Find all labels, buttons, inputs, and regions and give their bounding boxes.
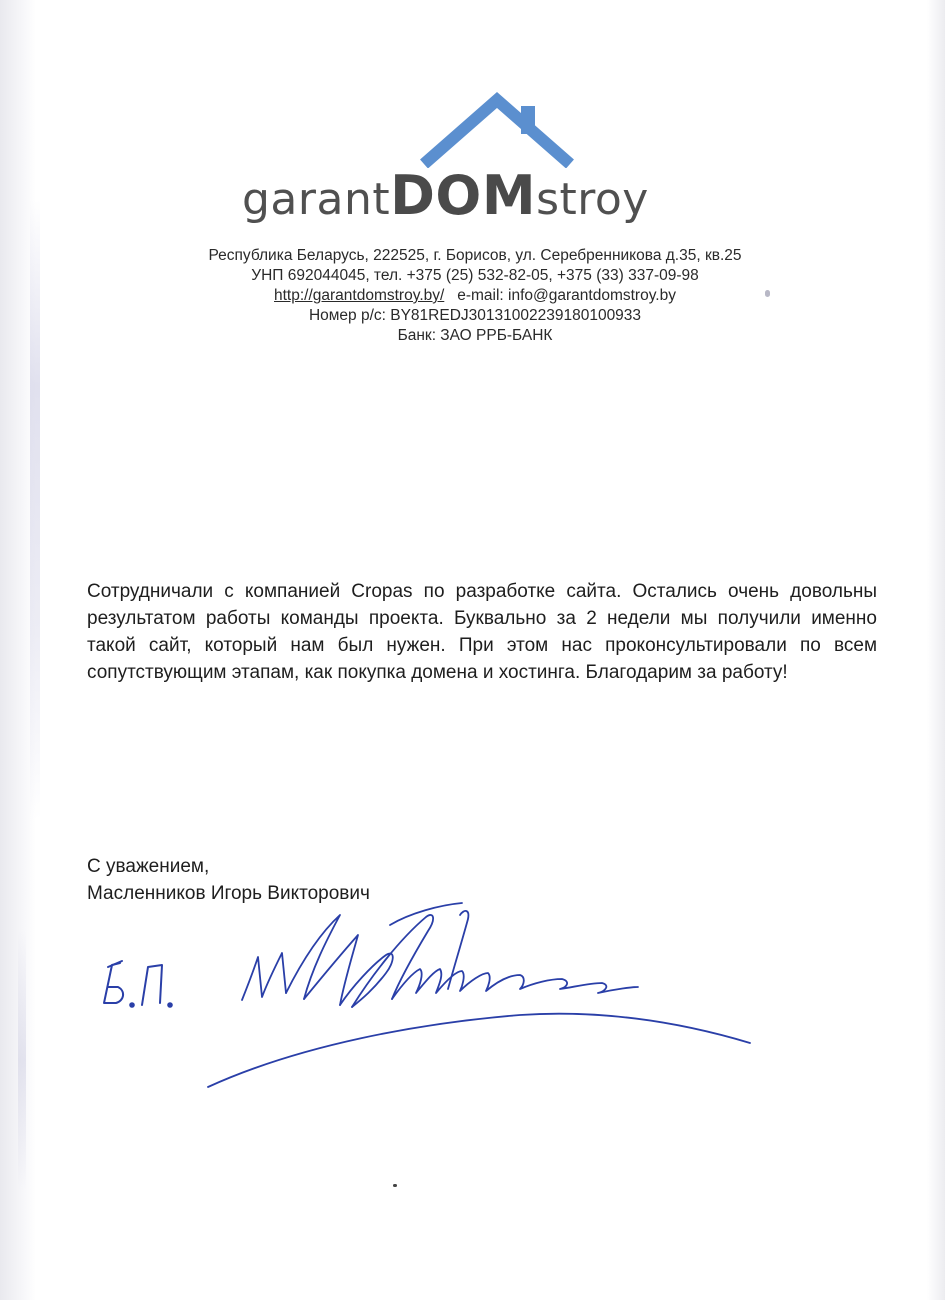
closing-salutation: С уважением, xyxy=(87,856,210,877)
company-tax-phones: УНП 692044045, тел. +375 (25) 532-82-05, +375 (33) 337-09-98 xyxy=(251,267,699,284)
company-contacts xyxy=(150,286,800,306)
company-logo-wordmark xyxy=(242,164,722,234)
scan-smudge xyxy=(18,930,26,1190)
signature-strokes xyxy=(208,903,750,1087)
company-email: e-mail: info@garantdomstroy.by xyxy=(457,287,676,304)
bank-name: Банк: ЗАО РРБ-БАНК xyxy=(397,327,553,344)
logo-text-stroy: stroy xyxy=(536,174,649,225)
logo-text-garant: garant xyxy=(242,174,391,225)
scan-smudge xyxy=(30,200,40,820)
letterhead-info xyxy=(150,246,800,346)
bank-account: Номер р/с: BY81REDJ30131002239180100933 xyxy=(308,307,642,324)
handwritten-signature xyxy=(90,895,770,1110)
logo-text-dom: DOM xyxy=(390,164,537,227)
scan-speck xyxy=(393,1184,397,1187)
company-address: Республика Беларусь, 222525, г. Борисов, ул. Серебренникова д.35, кв.25 xyxy=(208,247,742,264)
website-link[interactable]: http://garantdomstroy.by/ xyxy=(274,287,445,304)
house-roof-icon xyxy=(418,92,576,168)
testimonial-paragraph: Сотрудничали с компанией Cropas по разработке сайта. Остались очень довольны результатом работы команды проекта. Буквально за 2 недели мы получили именно такой сайт, который нам был нужен. При этом нас проконсультировали по всем сопутствующим этапам, как покупка домена и хостинга. Благодарим за работу! xyxy=(87,581,877,683)
scan-edge-right xyxy=(927,0,945,1300)
handwritten-note-bp xyxy=(104,961,172,1007)
signer-name: Масленников Игорь Викторович xyxy=(87,883,370,904)
